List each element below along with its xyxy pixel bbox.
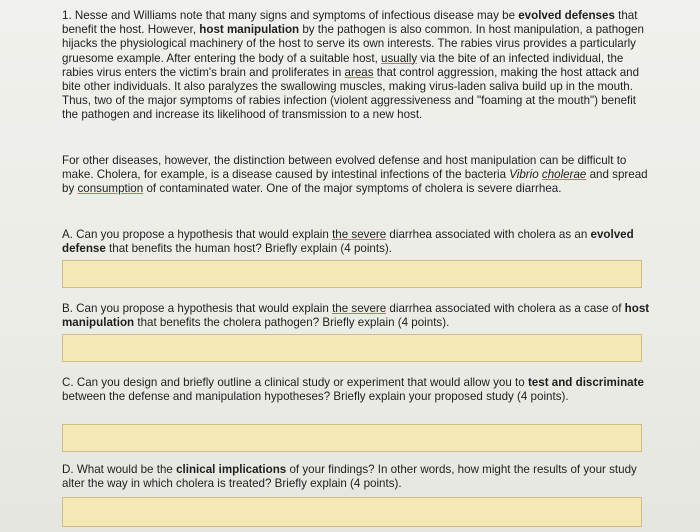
question-c bbox=[62, 376, 652, 404]
answer-box-c[interactable] bbox=[62, 424, 642, 452]
question-d-text: of your findings? In other words, how might the results of your study alter the way in which cholera is treated? Briefly explain (4 points). bbox=[62, 463, 637, 491]
intro-paragraph bbox=[62, 9, 652, 123]
question-b bbox=[62, 302, 652, 330]
cholera-text: For other diseases, however, the distinction between evolved defense and host manipulation can be difficult to make. Cholera, for example, is a disease caused by intestinal infections of the bacteria bbox=[62, 154, 627, 182]
intro-text: that benefit the host. However, bbox=[62, 9, 638, 37]
intro-text: 1. Nesse and Williams note that many signs and symptoms of infectious disease may be bbox=[62, 9, 519, 22]
question-b-text: that benefits the cholera pathogen? Briefly explain (4 points). bbox=[134, 316, 450, 330]
question-d bbox=[62, 463, 652, 491]
question-c-text: between the defense and manipulation hypotheses? Briefly explain your proposed study (4 points). bbox=[62, 390, 569, 404]
question-c-bold: test and discriminate bbox=[527, 376, 644, 389]
cholera-text: and spread by bbox=[62, 168, 648, 196]
intro-bold-host-manipulation: host manipulation bbox=[199, 23, 300, 37]
question-b-bold: host manipulation bbox=[62, 302, 650, 330]
intro-bold-evolved-defenses: evolved defenses bbox=[518, 9, 615, 22]
question-a-bold: evolved defense bbox=[62, 228, 634, 256]
intro-text: that control aggression, making the host attack and bite other individuals. It also paralyzes the swallowing muscles, making virus-laden saliva build up in the mouth. Thus, two of the major symptoms of rabies infection (violent aggressiveness and "foaming at the mouth") benefit the pathogen and increase its likelihood of transmission to a new host. bbox=[62, 65, 640, 122]
cholera-paragraph bbox=[62, 154, 652, 197]
answer-box-a[interactable] bbox=[62, 260, 642, 288]
question-a-text: that benefits the human host? Briefly explain (4 points). bbox=[105, 242, 392, 256]
answer-box-b[interactable] bbox=[62, 334, 642, 362]
intro-text: by the pathogen is also common. In host manipulation, a pathogen hijacks the physiological machinery of the host to serve its own interests. The rabies virus provides a particularly gruesome example. After entering the body of a suitable host, bbox=[62, 23, 644, 65]
cholera-italic-genus: Vibrio bbox=[509, 168, 542, 182]
question-d-text: D. What would be the bbox=[62, 463, 177, 476]
question-c-text: C. Can you design and briefly outline a clinical study or experiment that would allow you to bbox=[62, 376, 528, 389]
intro-text: via the bite of an infected individual, the rabies virus enters the victim's brain and proliferates in bbox=[62, 51, 624, 79]
question-a bbox=[62, 228, 652, 256]
question-a-text: A. Can you propose a hypothesis that would explain bbox=[62, 228, 333, 241]
intro-underlined-usually: usually bbox=[381, 51, 418, 65]
answer-box-d[interactable] bbox=[62, 497, 642, 527]
question-b-underlined: the severe bbox=[332, 302, 387, 315]
question-a-underlined: the severe bbox=[332, 228, 387, 241]
question-d-bold: clinical implications bbox=[176, 463, 287, 476]
cholera-text: of contaminated water. One of the major symptoms of cholera is severe diarrhea. bbox=[143, 182, 562, 196]
cholera-underlined-consumption: consumption bbox=[77, 182, 144, 196]
cholera-italic-species: cholerae bbox=[541, 168, 587, 182]
question-b-text: B. Can you propose a hypothesis that would explain bbox=[62, 302, 333, 315]
question-b-text: diarrhea associated with cholera as a case of bbox=[386, 302, 625, 315]
intro-underlined-areas: areas bbox=[344, 65, 374, 79]
question-a-text: diarrhea associated with cholera as an bbox=[386, 228, 591, 241]
